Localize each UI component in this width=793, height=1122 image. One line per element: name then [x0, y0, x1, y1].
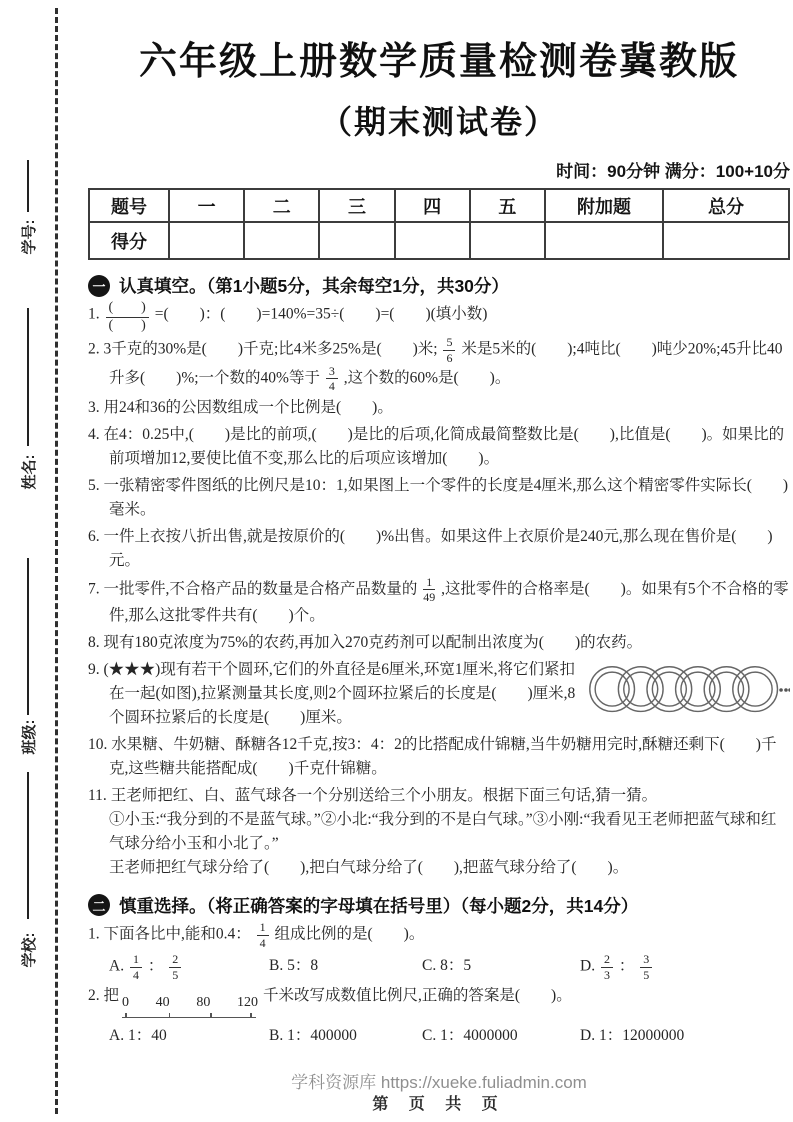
option-b: B. 1：400000: [269, 1027, 357, 1045]
fraction-three-fourths: $\frac{3}{4}$: [326, 365, 338, 393]
scale-tick-label: 0: [122, 995, 130, 1011]
fill-question-1: [88, 301, 790, 333]
score-table: [88, 188, 790, 260]
question-number: 9.: [88, 660, 100, 678]
fraction-five-sixths: $\frac{5}{6}$: [443, 336, 455, 364]
question-number: 1.: [88, 305, 100, 323]
score-table-header-cell: 二: [244, 189, 319, 222]
scale-bar-line: [122, 1017, 256, 1018]
question-text: =( )：( )=140%=35÷( )=( )(填小数): [154, 305, 488, 323]
margin-dashed-cut-line: [55, 8, 58, 1114]
score-cell: [663, 222, 789, 259]
question-number: 6.: [88, 527, 100, 545]
question-number: 1.: [88, 925, 100, 943]
score-table-header-cell: 总分: [663, 189, 789, 222]
fill-question-11-answer-line: 王老师把红气球分给了( ),把白气球分给了( ),把蓝气球分给了( )。: [109, 858, 629, 876]
question-number: 11.: [88, 786, 107, 804]
score-row-label: 得分: [89, 222, 169, 259]
section-two-icon: 二: [88, 894, 110, 916]
option-d: D. $\frac{2}{3}$ ： $\frac{3}{5}$: [580, 953, 790, 981]
fill-question-11-clues: ①小玉:“我分到的不是蓝气球。”②小北:“我分到的不是白气球。”③小刚:“我看见王老师把蓝气球和红气球分给小玉和小北了。”: [109, 810, 777, 852]
fraction-one-fourth: $\frac{1}{4}$: [257, 921, 269, 949]
question-text: 下面各比中,能和0.4：: [103, 925, 251, 943]
question-text: 一批零件,不合格产品的数量是合格产品数量的: [103, 580, 418, 598]
student-name-write-line: [27, 308, 29, 446]
section-two-title: 慎重选择。（将正确答案的字母填在括号里）（每小题2分，共14分）: [119, 895, 639, 916]
section-two-header: [88, 893, 790, 918]
fill-question-11: [88, 784, 790, 808]
student-id-label: 学号:: [21, 219, 38, 255]
choice-question-2-options: [88, 1023, 790, 1049]
class-write-line: [27, 558, 29, 715]
score-table-header-cell: 附加题: [545, 189, 663, 222]
question-text: 米是5米的( );4吨比( )吨少20%;45升比40升多( )%;一个数的40%等于: [109, 340, 783, 387]
fill-question-9: [88, 658, 790, 730]
question-text: 3千克的30%是( )千克;比4米多25%是( )米;: [103, 340, 438, 358]
time-score-info: 时间：90分钟 满分：100+10分: [556, 162, 790, 181]
question-text: ,这批零件的合格率是( )。如果有5个不合格的零件,那么这批零件共有( )个。: [109, 580, 789, 624]
fraction-one-fortyninth: $\frac{1}{49}$: [423, 574, 436, 605]
score-cell: [395, 222, 470, 259]
option-fraction: $\frac{3}{5}$: [640, 953, 652, 981]
option-fraction: $\frac{1}{4}$: [130, 953, 142, 981]
question-text: 用24和36的公因数组成一个比例是( )。: [103, 398, 393, 416]
fill-question-4: [88, 423, 790, 471]
score-table-header-cell: 四: [395, 189, 470, 222]
choice-question-1: [88, 921, 790, 949]
question-number: 10.: [88, 735, 108, 753]
question-text: 王老师把红、白、蓝气球各一个分别送给三个小朋友。根据下面三句话,猜一猜。: [110, 786, 658, 804]
page-subtitle: （期末测试卷）: [319, 104, 558, 140]
score-table-header-cell: 一: [169, 189, 244, 222]
option-c: C. 8：5: [422, 957, 472, 975]
question-number: 8.: [88, 633, 100, 651]
score-cell: [244, 222, 319, 259]
section-one-title: 认真填空。（第1小题5分，其余每空1分，共30分）: [119, 276, 509, 296]
score-cell: [169, 222, 244, 259]
question-text: 一件上衣按八折出售,就是按原价的( )%出售。如果这件上衣原价是240元,那么现在售价是( )元。: [103, 527, 773, 569]
fill-question-8: [88, 631, 790, 655]
fill-question-2: [88, 336, 790, 392]
score-table-header-cell: 五: [470, 189, 545, 222]
page-number-footer: 第 页 共 页: [372, 1096, 506, 1113]
class-label: 班级:: [21, 719, 38, 755]
question-text: (★★★)现有若干个圆环,它们的外直径是6厘米,环宽1厘米,将它们紧扣在一起(如图),拉紧测量其长度,则2个圆环拉紧后的长度是( )厘米,8个圆环拉紧后的长度是( )厘米。: [103, 660, 576, 726]
option-c: C. 1：4000000: [422, 1027, 518, 1045]
question-text: 在4：0.25中,( )是比的前项,( )是比的后项,化简成最简整数比是( ),比值是( )。如果比的前项增加12,要使比值不变,那么比的后项应该增加( )。: [103, 425, 785, 467]
option-a: A. $\frac{1}{4}$ ： $\frac{2}{5}$: [109, 953, 269, 981]
fill-question-5: [88, 474, 790, 522]
section-one-icon: 一: [88, 275, 110, 297]
fill-question-10: [88, 733, 790, 781]
linked-rings-figure: [588, 660, 790, 720]
question-text: ,这个数的60%是( )。: [343, 369, 511, 387]
fill-question-7: [88, 576, 790, 628]
choice-question-1-options: [88, 953, 790, 981]
question-number: 2.: [88, 340, 100, 358]
exam-paper: [88, 0, 790, 1049]
question-number: 7.: [88, 580, 100, 598]
question-number: 2.: [88, 987, 100, 1005]
question-text: 组成比例的是( )。: [274, 925, 425, 943]
question-number: 3.: [88, 398, 100, 416]
score-cell: [545, 222, 663, 259]
score-table-score-row: [89, 222, 789, 259]
map-scale-bar-figure: [122, 995, 260, 1019]
section-one-header: [88, 273, 790, 298]
choice-question-2: [88, 984, 790, 1019]
score-table-header-cell: 题号: [89, 189, 169, 222]
blank-fraction: $\frac{( )}{( )}$: [106, 301, 149, 333]
student-name-label: 姓名:: [21, 454, 38, 490]
scale-tick-label: 40: [155, 995, 170, 1011]
option-fraction: $\frac{2}{3}$: [601, 953, 613, 981]
question-text: 一张精密零件图纸的比例尺是10：1,如果图上一个零件的长度是4厘米,那么这个精密零件实际长( )毫米。: [103, 476, 789, 518]
option-a: A. 1：40: [109, 1027, 167, 1045]
scale-tick-label: 120: [236, 995, 258, 1011]
page-title: 六年级上册数学质量检测卷冀教版: [138, 41, 739, 83]
fill-question-3: [88, 396, 790, 420]
option-b: B. 5：8: [269, 957, 319, 975]
score-cell: [470, 222, 545, 259]
scale-tick-label: 80: [196, 995, 211, 1011]
fill-question-6: [88, 525, 790, 573]
question-text: 现有180克浓度为75%的农药,再加入270克药剂可以配制出浓度为( )的农药。: [103, 633, 643, 651]
score-cell: [319, 222, 394, 259]
score-table-header-cell: 三: [319, 189, 394, 222]
question-number: 5.: [88, 476, 100, 494]
question-text: 把: [103, 987, 120, 1005]
score-table-header-row: [89, 189, 789, 222]
question-text: 千米改写成数值比例尺,正确的答案是( )。: [263, 987, 572, 1005]
resource-site-link[interactable]: 学科资源库 https://xueke.fuliadmin.com: [291, 1073, 587, 1092]
school-label: 学校:: [21, 932, 38, 968]
question-text: 水果糖、牛奶糖、酥糖各12千克,按3：4：2的比搭配成什锦糖,当牛奶糖用完时,酥糖还剩下( )千克,这些糖共能搭配成( )千克什锦糖。: [109, 735, 777, 777]
school-write-line: [27, 772, 29, 919]
option-fraction: $\frac{2}{5}$: [169, 953, 181, 981]
question-number: 4.: [88, 425, 100, 443]
option-d: D. 1：12000000: [580, 1027, 685, 1045]
